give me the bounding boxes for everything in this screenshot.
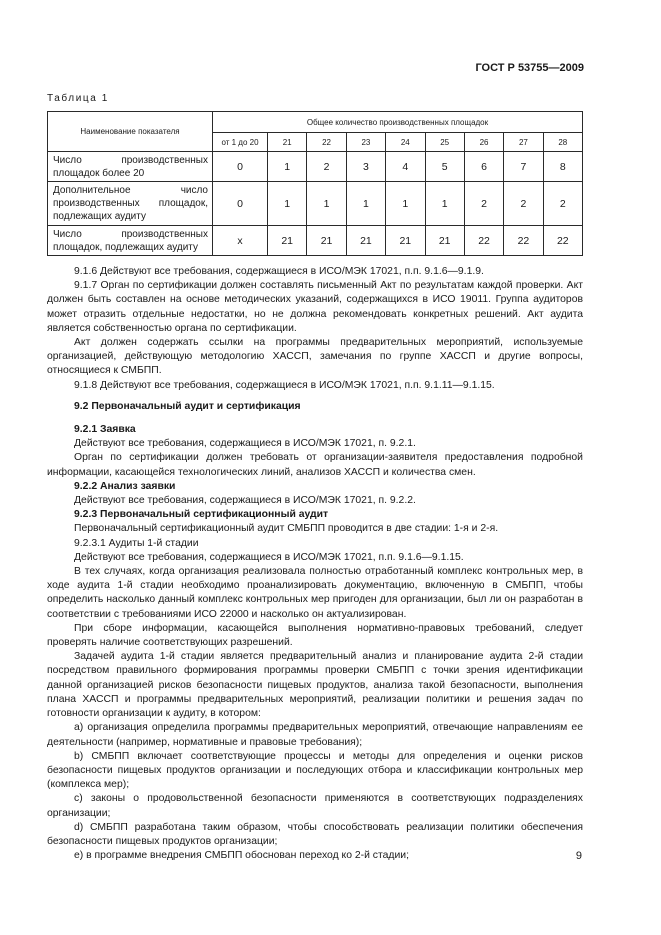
column-header: 26	[464, 133, 503, 152]
column-header: 23	[346, 133, 385, 152]
list-item-a: a) организация определила программы предварительных мероприятий, отвечающие направлениям ее деятельности (например, нормативные и правовые требования);	[47, 722, 583, 748]
column-header: 22	[307, 133, 346, 152]
paragraph: Действуют все требования, содержащиеся в ИСО/МЭК 17021, п. 9.2.2.	[74, 495, 416, 507]
paragraph-9-1-7: 9.1.7 Орган по сертификации должен составлять письменный Акт по результатам каждой проверки. Акт должен быть составлен на основе методических указаний, содержащихся в ИСО 19011. Группа аудиторов может отразить отдельные недостатки, но не должна рекомендовать конкретных решений. Акт аудита является собственностью органа по сертификации.	[47, 280, 583, 334]
row-name: Дополнительное число производственных площадок, подлежащих аудиту	[48, 182, 213, 226]
paragraph: При сборе информации, касающейся выполнения нормативно-правовых требований, следует проверять наличие соответствующих разрешений.	[47, 622, 583, 649]
paragraph-9-1-8: 9.1.8 Действуют все требования, содержащиеся в ИСО/МЭК 17021, п.п. 9.1.11—9.1.15.	[74, 379, 495, 391]
table-row	[48, 226, 583, 256]
table-cell: 2	[464, 182, 503, 226]
paragraph: Действуют все требования, содержащиеся в ИСО/МЭК 17021, п.п. 9.1.6—9.1.15.	[74, 551, 464, 563]
paragraph: Первоначальный сертификационный аудит СМБПП проводится в две стадии: 1-я и 2-я.	[74, 523, 499, 535]
data-table	[47, 111, 583, 256]
list-item-c: c) законы о продовольственной безопасности применяются в соответствующих подразделениях организации;	[47, 793, 583, 819]
section-heading-9-2: 9.2 Первоначальный аудит и сертификация	[74, 400, 301, 412]
table-cell: 4	[386, 152, 425, 182]
table-cell: 1	[268, 152, 307, 182]
clause-title-9-2-3-1: 9.2.3.1 Аудиты 1-й стадии	[74, 537, 199, 549]
table-cell: 21	[307, 226, 346, 256]
table-cell: 8	[543, 152, 582, 182]
standard-designation: ГОСТ Р 53755—2009	[475, 62, 584, 74]
list-item-e: e) в программе внедрения СМБПП обоснован переход ко 2-й стадии;	[74, 850, 409, 862]
column-header: 24	[386, 133, 425, 152]
paragraph: Орган по сертификации должен требовать от организации-заявителя предоставления подробной информации, касающейся технологических линий, анализов ХАССП и количества смен.	[47, 452, 583, 478]
table-cell: 1	[346, 182, 385, 226]
table-cell: 1	[268, 182, 307, 226]
paragraph-9-1-7-continued: Акт должен содержать ссылки на программы предварительных мероприятий, используемые организацией, действующую методологию ХАССП, замечания по группе ХАССП и другие вопросы, относящиеся к СМБПП.	[47, 337, 583, 377]
table-cell: 21	[386, 226, 425, 256]
table-cell: 1	[386, 182, 425, 226]
paragraph: В тех случаях, когда организация реализовала полностью отработанный комплекс контрольных мер, в ходе аудита 1-й стадии необходимо проанализировать документацию, включенную в СМБПП, чтобы определить насколько данный комплекс контрольных мер пригоден для организации, был ли он разработан в соответствии с требованиями ИСО 22000 и насколько он актуализирован.	[47, 566, 583, 620]
table-cell: 6	[464, 152, 503, 182]
table-cell: 22	[504, 226, 543, 256]
table-cell: 22	[464, 226, 503, 256]
name-column-header: Наименование показателя	[48, 112, 213, 152]
table-cell: 2	[543, 182, 582, 226]
table-cell: 7	[504, 152, 543, 182]
table-cell: 22	[543, 226, 582, 256]
document-body	[47, 265, 583, 863]
group-column-header: Общее количество производственных площадок	[213, 112, 583, 133]
table-cell: 0	[213, 182, 268, 226]
table-cell: 5	[425, 152, 464, 182]
table-cell: 2	[504, 182, 543, 226]
table-caption: Таблица 1	[47, 93, 109, 104]
column-header: 28	[543, 133, 582, 152]
paragraph: Действуют все требования, содержащиеся в ИСО/МЭК 17021, п. 9.2.1.	[74, 438, 416, 450]
table-row	[48, 152, 583, 182]
paragraph-9-1-6: 9.1.6 Действуют все требования, содержащиеся в ИСО/МЭК 17021, п.п. 9.1.6—9.1.9.	[74, 266, 484, 277]
subsection-heading-9-2-3: 9.2.3 Первоначальный сертификационный аудит	[74, 509, 329, 521]
table-cell: 0	[213, 152, 268, 182]
list-item-b: b) СМБПП включает соответствующие процессы и методы для определения и оценки рисков безопасности пищевых продуктов организации и последующих отбора и классификации контрольных мер (комплекса мер);	[47, 750, 583, 791]
column-header: от 1 до 20	[213, 133, 268, 152]
table-cell: 21	[268, 226, 307, 256]
table-cell: 21	[425, 226, 464, 256]
paragraph: Задачей аудита 1-й стадии является предварительный анализ и планирование аудита 2-й стадии посредством правильного формирования программы проверки СМБПП с точки зрения идентификации данной организацией рисков безопасности пищевых продуктов, анализа такой безопасности, выполнения плана ХАССП и программы предварительных мероприятий, реализации политики и решения задач по готовности организации к аудиту, в котором:	[47, 651, 583, 720]
table-cell: 3	[346, 152, 385, 182]
table-cell: 2	[307, 152, 346, 182]
table-cell: 1	[307, 182, 346, 226]
subsection-heading-9-2-1: 9.2.1 Заявка	[74, 424, 136, 436]
column-header: 27	[504, 133, 543, 152]
table-cell: 21	[346, 226, 385, 256]
column-header: 25	[425, 133, 464, 152]
column-header: 21	[268, 133, 307, 152]
table-cell: 1	[425, 182, 464, 226]
list-item-d: d) СМБПП разработана таким образом, чтобы способствовать реализации политики обеспечения безопасности пищевых продуктов организации;	[47, 821, 583, 847]
subsection-heading-9-2-2: 9.2.2 Анализ заявки	[74, 480, 176, 492]
row-name: Число производственных площадок, подлежащих аудиту	[48, 226, 213, 256]
table-cell: x	[213, 226, 268, 256]
page-number: 9	[575, 850, 582, 862]
row-name: Число производственных площадок более 20	[48, 152, 213, 182]
table-row	[48, 182, 583, 226]
